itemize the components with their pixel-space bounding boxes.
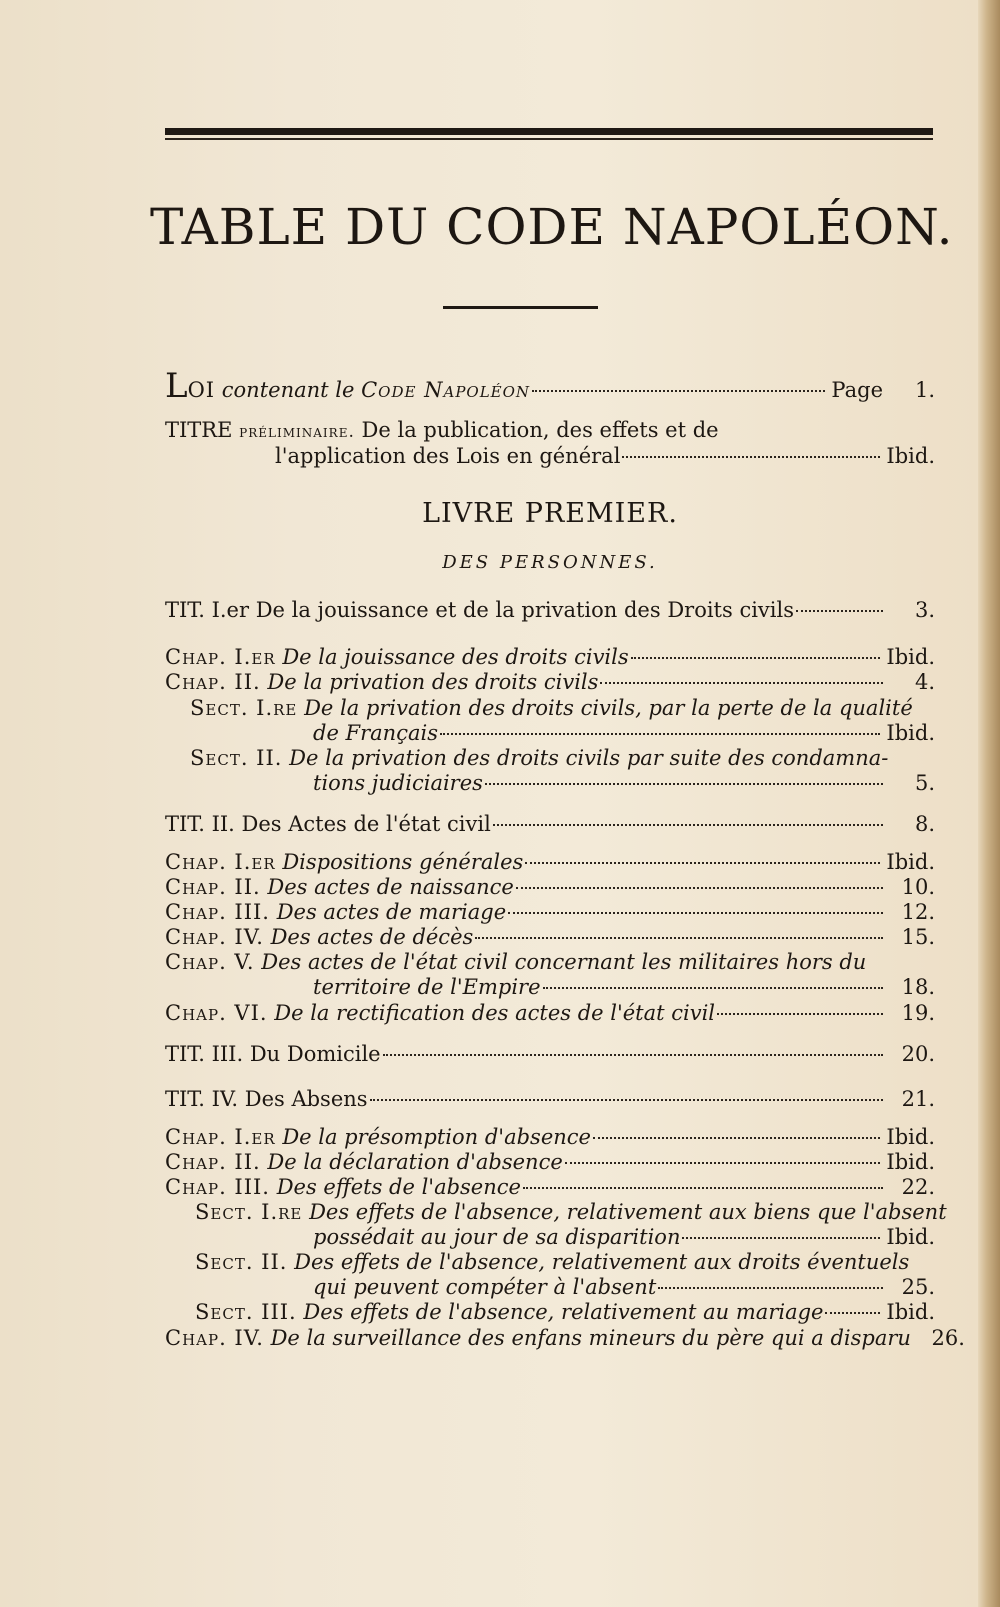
dot-leader bbox=[532, 390, 825, 392]
entry-heading bbox=[190, 696, 913, 720]
entry-label: Sect. II. bbox=[195, 1250, 288, 1274]
toc-entry-loi[interactable] bbox=[165, 366, 935, 406]
entry-label: TIT. II. bbox=[165, 812, 235, 836]
entry-label: Chap. IV. bbox=[165, 1326, 264, 1350]
toc-entry-t4c3s2[interactable] bbox=[195, 1250, 910, 1274]
page-number: 15. bbox=[901, 925, 935, 949]
toc-entry-tit4[interactable] bbox=[165, 1087, 935, 1115]
entry-title: Des actes de l'état civil concernant les militaires hors du bbox=[261, 950, 867, 974]
loi-name: Code Napoléon bbox=[361, 378, 531, 402]
dot-leader bbox=[440, 733, 880, 735]
entry-heading bbox=[195, 1250, 909, 1274]
entry-title: Du Domicile bbox=[249, 1042, 381, 1066]
entry-title: Des actes de mariage bbox=[276, 900, 507, 924]
toc-entry-tit1[interactable] bbox=[165, 598, 935, 626]
entry-label: Sect. I.re bbox=[195, 1200, 303, 1224]
dot-leader bbox=[825, 1312, 880, 1314]
entry-title: Des Actes de l'état civil bbox=[241, 812, 491, 836]
entry-label: Chap. II. bbox=[165, 670, 261, 694]
dot-leader bbox=[631, 657, 881, 659]
page-number: 1. bbox=[914, 378, 935, 402]
entry-heading bbox=[165, 1042, 381, 1066]
page-number: Ibid. bbox=[886, 444, 935, 468]
dot-leader bbox=[543, 987, 883, 989]
page-number: Ibid. bbox=[886, 850, 935, 874]
entry-label: Chap. I.er bbox=[165, 1125, 276, 1149]
entry-title: De la privation des droits civils bbox=[267, 670, 599, 694]
entry-title: De la déclaration d'absence bbox=[267, 1150, 563, 1174]
entry-title: De la jouissance des droits civils bbox=[282, 645, 629, 669]
page-label: Page bbox=[831, 378, 883, 402]
entry-heading bbox=[195, 1300, 823, 1324]
toc-entry-t1c2s2-cont[interactable] bbox=[313, 771, 935, 799]
toc-entry-t1c2[interactable] bbox=[165, 670, 935, 698]
toc-entry-tit3[interactable] bbox=[165, 1042, 935, 1070]
toc-entry-t2c4[interactable] bbox=[165, 925, 935, 953]
entry-heading bbox=[165, 1001, 715, 1025]
toc-entry-tit2[interactable] bbox=[165, 812, 935, 840]
entry-label: Chap. II. bbox=[165, 875, 261, 899]
toc-entry-t4c3s3[interactable] bbox=[195, 1300, 935, 1328]
dot-leader bbox=[475, 937, 883, 939]
page-number: 25. bbox=[901, 1275, 935, 1299]
toc-entry-t2c2[interactable] bbox=[165, 875, 935, 903]
entry-title: De la privation des droits civils, par la perte de la qualité bbox=[304, 696, 913, 720]
toc-entry-t2c6[interactable] bbox=[165, 1001, 935, 1029]
page-number: Ibid. bbox=[886, 1300, 935, 1324]
entry-label: Sect. I.re bbox=[190, 696, 298, 720]
dot-leader bbox=[796, 610, 883, 612]
entry-title: Des actes de naissance bbox=[267, 875, 514, 899]
entry-title: De la présomption d'absence bbox=[282, 1125, 591, 1149]
toc-entry-t4c3s2-cont[interactable] bbox=[313, 1275, 935, 1303]
toc-entry-t2c3[interactable] bbox=[165, 900, 935, 928]
page-number: Ibid. bbox=[886, 721, 935, 745]
dot-leader bbox=[370, 1099, 883, 1101]
dot-leader bbox=[717, 1013, 883, 1015]
dot-leader bbox=[682, 1237, 880, 1239]
toc-entry-t1c2s2[interactable] bbox=[190, 746, 889, 770]
entry-label: Chap. V. bbox=[165, 950, 255, 974]
dot-leader bbox=[622, 456, 880, 458]
entry-label: Chap. II. bbox=[165, 1150, 261, 1174]
loi-label: OI bbox=[187, 378, 216, 402]
toc-entry-t4c1[interactable] bbox=[165, 1125, 935, 1153]
entry-title: De la rectification des actes de l'état civil bbox=[274, 1001, 716, 1025]
entry-title: Des effets de l'absence bbox=[276, 1175, 521, 1199]
entry-label: Chap. I.er bbox=[165, 850, 276, 874]
toc-entry-t1c2s1-cont[interactable] bbox=[313, 721, 935, 749]
entry-heading bbox=[165, 1326, 911, 1350]
entry-heading bbox=[165, 1175, 521, 1199]
toc-entry-titre-preliminaire[interactable] bbox=[165, 418, 719, 442]
page-number: 4. bbox=[914, 670, 935, 694]
toc-entry-t4c2[interactable] bbox=[165, 1150, 935, 1178]
livre-premier-heading: LIVRE PREMIER. bbox=[422, 498, 678, 529]
entry-title-cont: de Français bbox=[313, 721, 438, 745]
entry-heading bbox=[190, 746, 888, 770]
page-title: TABLE DU CODE NAPOLÉON. bbox=[150, 198, 954, 256]
entry-label: Chap. III. bbox=[165, 900, 270, 924]
page-number: 21. bbox=[901, 1087, 935, 1111]
entry-heading bbox=[165, 812, 491, 836]
dot-leader bbox=[508, 912, 883, 914]
livre-premier-subtitle: DES PERSONNES. bbox=[442, 552, 658, 573]
page-number: Ibid. bbox=[886, 1150, 935, 1174]
entry-title: Des effets de l'absence, relativement aux droits éventuels bbox=[294, 1250, 910, 1274]
entry-heading bbox=[165, 1125, 591, 1149]
dot-leader bbox=[565, 1162, 881, 1164]
toc-entry-t1c1[interactable] bbox=[165, 645, 935, 673]
titre-text-cont: l'application des Lois en général bbox=[275, 444, 621, 468]
page-number: 12. bbox=[901, 900, 935, 924]
toc-entry-t4c3[interactable] bbox=[165, 1175, 935, 1203]
page-number: 26. bbox=[931, 1326, 965, 1350]
entry-title: Des effets de l'absence, relativement aux biens que l'absent bbox=[309, 1200, 947, 1224]
page-number: 5. bbox=[914, 771, 935, 795]
entry-heading bbox=[165, 645, 629, 669]
page-number: Ibid. bbox=[886, 1225, 935, 1249]
entry-heading bbox=[165, 900, 506, 924]
toc-entry-t4c4[interactable] bbox=[165, 1326, 965, 1354]
entry-title: De la jouissance et de la privation des Droits civils bbox=[255, 598, 794, 622]
entry-title-cont: tions judiciaires bbox=[313, 771, 483, 795]
entry-label: TIT. I.er bbox=[165, 598, 250, 622]
entry-title: Des Absens bbox=[244, 1087, 368, 1111]
entry-title-cont: territoire de l'Empire bbox=[313, 975, 541, 999]
entry-label: Chap. IV. bbox=[165, 925, 264, 949]
toc-entry-t1c2s1[interactable] bbox=[190, 696, 913, 720]
toc-entry-t2c5[interactable] bbox=[165, 950, 875, 974]
drop-initial: L bbox=[165, 366, 188, 406]
dot-leader bbox=[593, 1137, 880, 1139]
page-number: 10. bbox=[901, 875, 935, 899]
entry-label: TIT. IV. bbox=[165, 1087, 239, 1111]
entry-title: Des actes de décès bbox=[270, 925, 474, 949]
page-number: 8. bbox=[914, 812, 935, 836]
page-number: 20. bbox=[901, 1042, 935, 1066]
page-number: 3. bbox=[914, 598, 935, 622]
entry-label: Sect. III. bbox=[195, 1300, 297, 1324]
entry-title-cont: possédait au jour de sa disparition bbox=[313, 1225, 681, 1249]
entry-title: De la privation des droits civils par suite des condamna- bbox=[289, 746, 889, 770]
toc-entry-t2c5-cont[interactable] bbox=[313, 975, 935, 1003]
entry-label: TIT. III. bbox=[165, 1042, 244, 1066]
entry-title-cont: qui peuvent compéter à l'absent bbox=[313, 1275, 657, 1299]
page-number: 19. bbox=[901, 1001, 935, 1025]
entry-heading bbox=[165, 1150, 563, 1174]
dot-leader bbox=[485, 783, 883, 785]
loi-desc: contenant le bbox=[221, 378, 355, 402]
dot-leader bbox=[383, 1054, 883, 1056]
entry-label: Chap. VI. bbox=[165, 1001, 268, 1025]
dot-leader bbox=[516, 887, 883, 889]
page-number: 22. bbox=[901, 1175, 935, 1199]
toc-entry-t4c3s1-cont[interactable] bbox=[313, 1225, 935, 1253]
dot-leader bbox=[600, 682, 883, 684]
entry-heading bbox=[165, 950, 866, 974]
titre-text: De la publication, des effets et de bbox=[361, 418, 719, 442]
entry-heading bbox=[165, 925, 473, 949]
entry-title: De la surveillance des enfans mineurs du père qui a disparu bbox=[270, 1326, 911, 1350]
titre-label: TITRE bbox=[165, 418, 233, 442]
dot-leader bbox=[525, 862, 880, 864]
entry-heading bbox=[165, 1087, 368, 1111]
page-number: Ibid. bbox=[886, 645, 935, 669]
dot-leader bbox=[493, 824, 883, 826]
entry-heading bbox=[165, 670, 598, 694]
entry-heading bbox=[195, 1200, 947, 1224]
toc-entry-t2c1[interactable] bbox=[165, 850, 935, 878]
entry-label: Chap. I.er bbox=[165, 645, 276, 669]
dot-leader bbox=[523, 1187, 883, 1189]
titre-label-2: préliminaire. bbox=[239, 422, 355, 442]
toc-entry-t4c3s1[interactable] bbox=[195, 1200, 947, 1224]
toc-entry-titre-preliminaire-cont[interactable] bbox=[275, 444, 935, 472]
entry-title: Des effets de l'absence, relativement au mariage bbox=[303, 1300, 824, 1324]
page-number: 18. bbox=[901, 975, 935, 999]
dot-leader bbox=[658, 1287, 883, 1289]
entry-heading bbox=[165, 875, 514, 899]
entry-heading bbox=[165, 598, 794, 622]
page-number: Ibid. bbox=[886, 1125, 935, 1149]
entry-title: Dispositions générales bbox=[282, 850, 524, 874]
entry-heading bbox=[165, 850, 523, 874]
entry-label: Sect. II. bbox=[190, 746, 283, 770]
entry-label: Chap. III. bbox=[165, 1175, 270, 1199]
